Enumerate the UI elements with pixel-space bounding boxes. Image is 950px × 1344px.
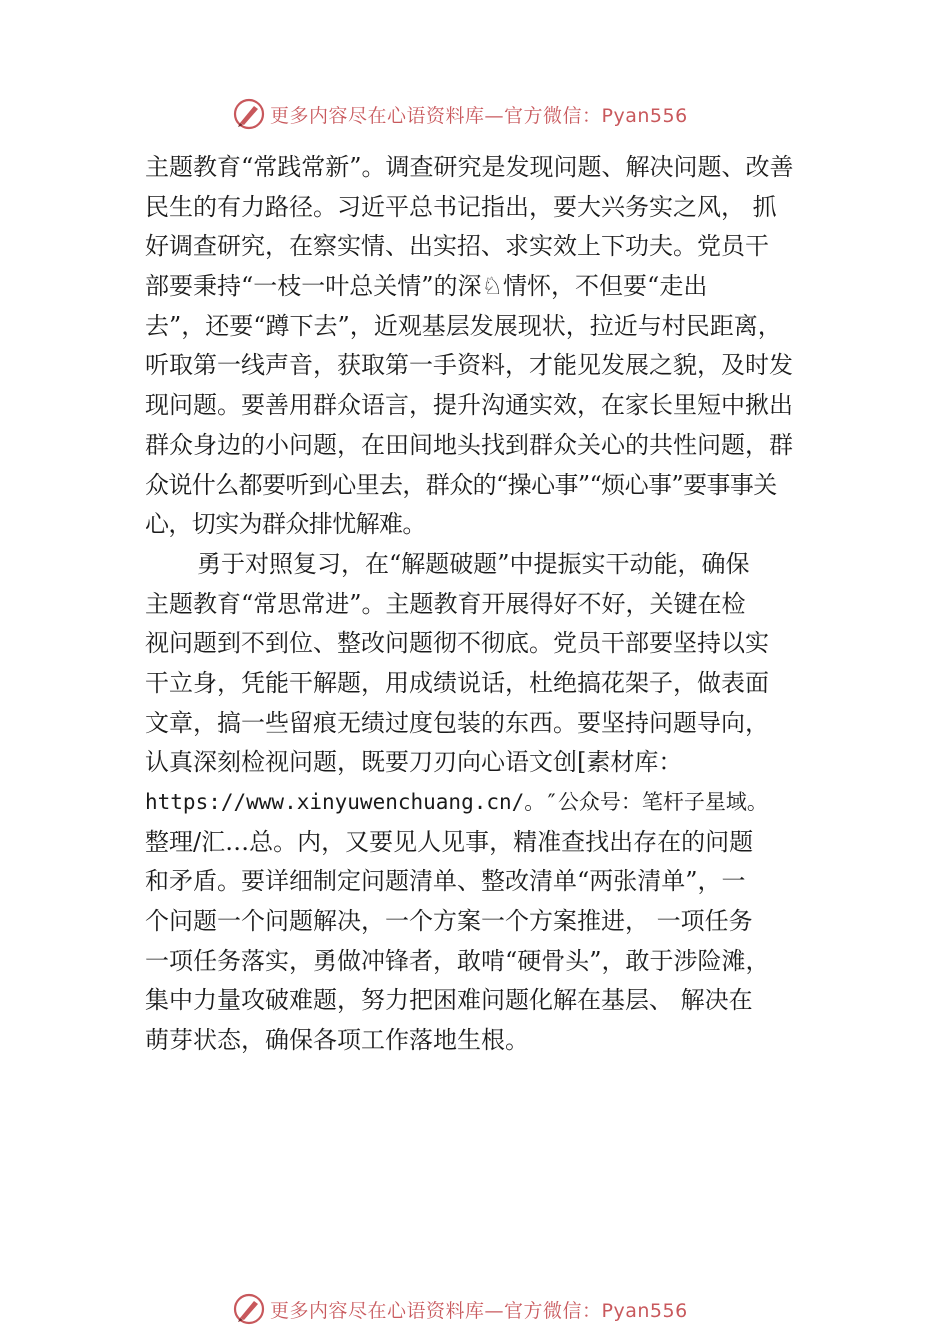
text-line: 部要秉持“一枝一叶总关情”的深♘情怀，不但要“走出 [145,272,708,301]
header-banner [232,96,752,132]
text-line: 听取第一线声音，获取第一手资料，才能见发展之貌，及时发 [145,351,793,380]
footer-wechat-id: Pyan556 [601,1299,688,1322]
text-line: 一项任务落实，勇做冲锋者，敢啃“硬骨头”，敢于涉险滩， [145,946,770,975]
text-line: 群众身边的小问题，在田间地头找到群众关心的共性问题，群 [145,430,793,459]
url-line: https://www.xinyuwenchuang.cn/。″公众号：笔杆子星域。 [145,790,768,814]
text-line: 集中力量攻破难题，努力把困难问题化解在基层、 解决在 [145,986,753,1015]
header-banner-text: 更多内容尽在心语资料库—官方微信：Pyan556 [270,104,688,127]
text-line: 去”，还要“蹲下去”，近观基层发展现状，拉近与村民距离， [145,311,782,340]
text-line: 认真深刻检视问题，既要刀刃向心语文创[素材库： [145,748,683,777]
text-line: 心，切实为群众排忧解难。 [145,510,426,539]
text-line: 萌芽状态，确保各项工作落地生根。 [145,1026,529,1055]
pen-logo-icon [232,97,266,131]
text-line: 视问题到不到位、整改问题彻不彻底。党员干部要坚持以实 [145,629,769,658]
document-body [145,148,825,1061]
footer-banner-text: 更多内容尽在心语资料库—官方微信：Pyan556 [270,1299,688,1322]
footer-banner [232,1291,752,1327]
paragraph-start-line: 勇于对照复习，在“解题破题”中提振实干动能，确保 [197,549,750,578]
text-line: 众说什么都要听到心里去，群众的“操心事”“烦心事”要事事关 [145,470,777,499]
text-line: 个问题一个问题解决，一个方案一个方案推进， 一项任务 [145,907,753,936]
text-line: 好调查研究，在察实情、出实招、求实效上下功夫。党员干 [145,232,769,261]
text-line: 和矛盾。要详细制定问题清单、整改清单“两张清单”，一 [145,867,746,896]
text-line: 整理/汇…总。内，又要见人见事，精准查找出存在的问题 [145,827,754,856]
text-line: 主题教育“常践常新”。调查研究是发现问题、解决问题、改善 [145,153,794,181]
text-line: 民生的有力路径。习近平总书记指出，要大兴务实之风， 抓 [145,192,777,221]
header-wechat-id: Pyan556 [601,104,688,127]
text-line: 现问题。要善用群众语言，提升沟通实效，在家长里短中揪出 [145,391,793,420]
text-line: 文章，搞一些留痕无绩过度包装的东西。要坚持问题导向， [145,708,769,737]
text-line: 干立身，凭能干解题，用成绩说话，杜绝搞花架子，做表面 [145,668,769,697]
text-line: 主题教育“常思常进”。主题教育开展得好不好，关键在检 [145,589,746,618]
pen-logo-icon [232,1292,266,1326]
